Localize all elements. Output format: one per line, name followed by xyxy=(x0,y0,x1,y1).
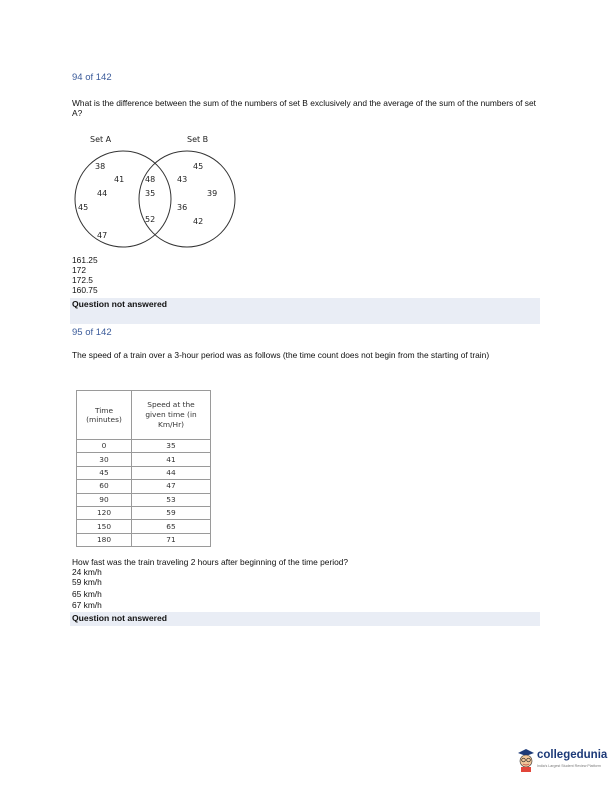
set-a-circle xyxy=(75,151,171,247)
venn-b-value: 43 xyxy=(177,175,188,184)
venn-b-value: 45 xyxy=(193,162,204,171)
question-94-header: 94 of 142 xyxy=(72,72,112,83)
table-row: 90 53 xyxy=(77,493,211,506)
venn-ab-value: 35 xyxy=(145,189,156,198)
option-3[interactable]: 65 km/h xyxy=(72,589,102,599)
mascot-icon xyxy=(515,747,537,773)
venn-ab-value: 52 xyxy=(145,215,156,224)
venn-diagram xyxy=(70,130,245,265)
table-row: 0 35 xyxy=(77,440,211,453)
status-not-answered: Question not answered xyxy=(70,298,540,324)
speed-header: Speed at the given time (in Km/Hr) xyxy=(132,391,211,440)
table-row: 60 47 xyxy=(77,480,211,493)
question-95-header: 95 of 142 xyxy=(72,327,112,338)
time-header: Time (minutes) xyxy=(77,391,132,440)
venn-a-value: 47 xyxy=(97,231,108,240)
set-b-circle xyxy=(139,151,235,247)
venn-a-value: 45 xyxy=(78,203,89,212)
set-a-label: Set A xyxy=(90,135,112,144)
table-row: 30 41 xyxy=(77,453,211,466)
option-2[interactable]: 59 km/h xyxy=(72,577,102,587)
option-2[interactable]: 172 xyxy=(72,265,86,275)
collegedunia-logo xyxy=(515,747,608,777)
option-1[interactable]: 24 km/h xyxy=(72,567,102,577)
status-not-answered: Question not answered xyxy=(70,612,540,626)
venn-a-value: 41 xyxy=(114,175,125,184)
venn-ab-value: 48 xyxy=(145,175,156,184)
logo-name: collegedunia xyxy=(537,749,608,761)
table-row: 150 65 xyxy=(77,520,211,533)
venn-a-value: 44 xyxy=(97,189,108,198)
venn-b-value: 36 xyxy=(177,203,188,212)
question-95-text: The speed of a train over a 3-hour period was as follows (the time count does not begin from the starting of train) xyxy=(72,350,490,360)
venn-b-value: 39 xyxy=(207,189,218,198)
table-row: 180 71 xyxy=(77,533,211,546)
table-row: 120 59 xyxy=(77,506,211,519)
venn-a-value: 38 xyxy=(95,162,106,171)
option-4[interactable]: 160.75 xyxy=(72,285,98,295)
set-b-label: Set B xyxy=(187,135,209,144)
table-row: 45 44 xyxy=(77,466,211,479)
question-95-followup: How fast was the train traveling 2 hours after beginning of the time period? xyxy=(72,557,349,567)
option-1[interactable]: 161.25 xyxy=(72,255,98,265)
option-4[interactable]: 67 km/h xyxy=(72,600,102,610)
logo-tagline: India's Largest Student Review Platform xyxy=(537,764,601,768)
question-94-text: What is the difference between the sum of the numbers of set B exclusively and the average of the sum of the numbers of set A? xyxy=(72,98,536,118)
venn-b-value: 42 xyxy=(193,217,204,226)
option-3[interactable]: 172.5 xyxy=(72,275,93,285)
speed-table xyxy=(76,390,211,547)
